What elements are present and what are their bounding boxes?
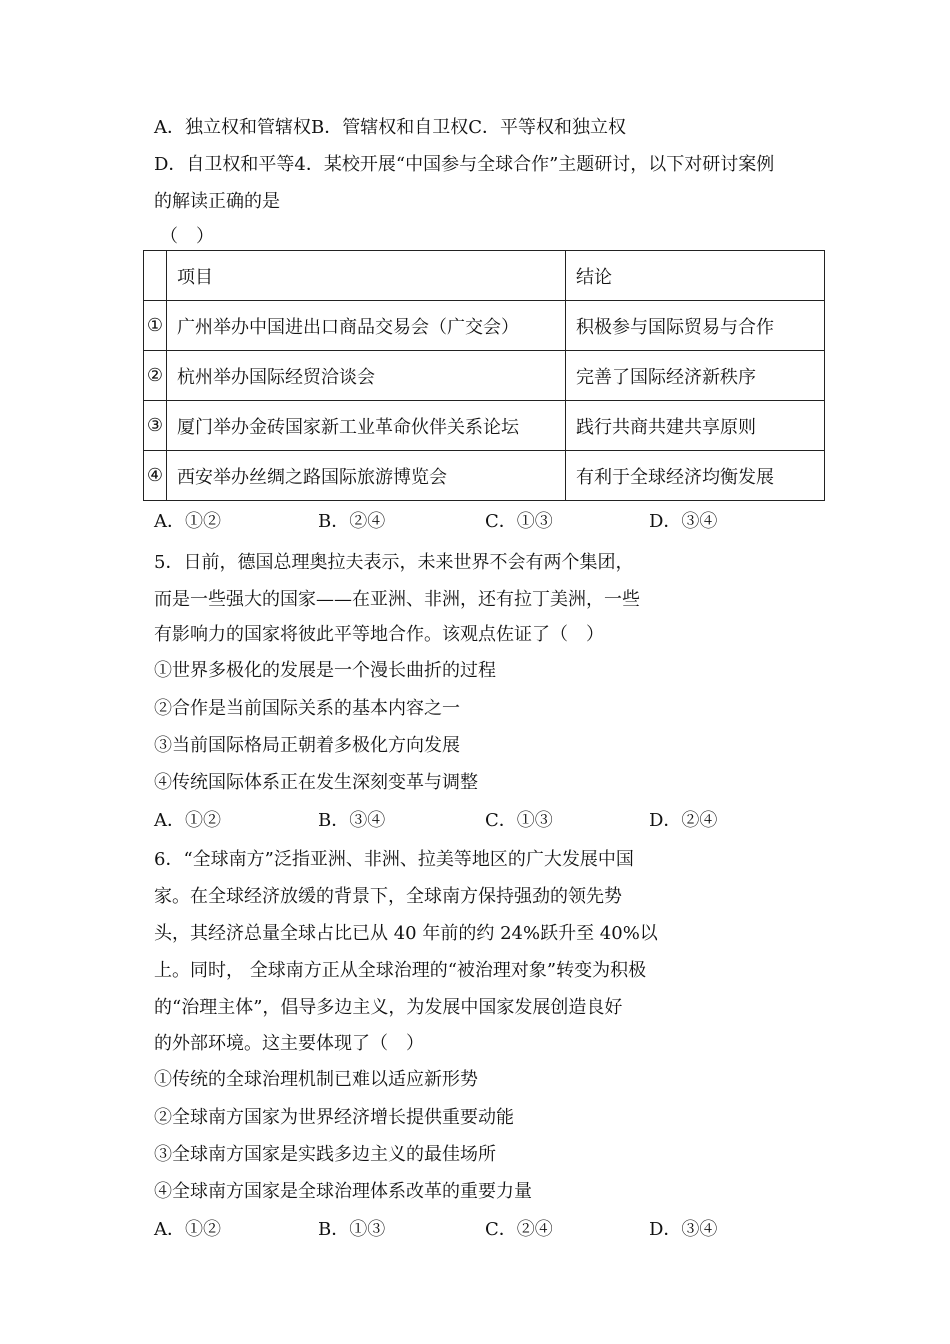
- q5-option-c[interactable]: C．①③: [485, 810, 553, 831]
- row-item: 西安举办丝绸之路国际旅游博览会: [167, 451, 566, 501]
- row-index: ②: [144, 351, 167, 401]
- header-cell-conclusion: 结论: [566, 251, 825, 301]
- q3-options-line: A．独立权和管辖权B．管辖权和自卫权C．平等权和独立权: [154, 117, 626, 138]
- q4-stem-line-2: 的解读正确的是: [154, 191, 280, 212]
- q6-stem-line-3: 头，其经济总量全球占比已从 40 年前的约 24%跃升至 40%以: [154, 923, 658, 944]
- row-item: 广州举办中国进出口商品交易会（广交会）: [167, 301, 566, 351]
- q4-options: [154, 509, 794, 535]
- row-conclusion: 完善了国际经济新秩序: [566, 351, 825, 401]
- q6-stem-line-6: 的外部环境。这主要体现了（ ）: [154, 1033, 424, 1054]
- row-conclusion: 积极参与国际贸易与合作: [566, 301, 825, 351]
- q4-answer-blank: （ ）: [160, 226, 214, 247]
- q5-statement-1: ①世界多极化的发展是一个漫长曲折的过程: [154, 660, 496, 681]
- table-header-row: [144, 251, 825, 301]
- q6-stem-line-2: 家。在全球经济放缓的背景下，全球南方保持强劲的领先势: [154, 886, 622, 907]
- q5-statement-2: ②合作是当前国际关系的基本内容之一: [154, 698, 460, 719]
- q5-option-d[interactable]: D．②④: [649, 810, 718, 831]
- q6-options: [154, 1217, 794, 1243]
- q4-case-table: [143, 250, 825, 501]
- q6-option-c[interactable]: C．②④: [485, 1219, 553, 1240]
- q6-option-b[interactable]: B．①③: [318, 1219, 386, 1240]
- q4-stem-line-1: D．自卫权和平等4．某校开展“中国参与全球合作”主题研讨，以下对研讨案例: [154, 154, 775, 175]
- table-row: [144, 301, 825, 351]
- row-index: ④: [144, 451, 167, 501]
- row-conclusion: 践行共商共建共享原则: [566, 401, 825, 451]
- row-conclusion: 有利于全球经济均衡发展: [566, 451, 825, 501]
- table-row: [144, 451, 825, 501]
- table-row: [144, 401, 825, 451]
- q6-option-d[interactable]: D．③④: [649, 1219, 718, 1240]
- row-item: 厦门举办金砖国家新工业革命伙伴关系论坛: [167, 401, 566, 451]
- row-index: ①: [144, 301, 167, 351]
- q6-statement-4: ④全球南方国家是全球治理体系改革的重要力量: [154, 1181, 532, 1202]
- q6-statement-2: ②全球南方国家为世界经济增长提供重要动能: [154, 1107, 514, 1128]
- row-index: ③: [144, 401, 167, 451]
- q6-statement-3: ③全球南方国家是实践多边主义的最佳场所: [154, 1144, 496, 1165]
- q4-option-b[interactable]: B．②④: [318, 511, 386, 532]
- row-item: 杭州举办国际经贸洽谈会: [167, 351, 566, 401]
- header-cell-item: 项目: [167, 251, 566, 301]
- table-row: [144, 351, 825, 401]
- q5-statement-3: ③当前国际格局正朝着多极化方向发展: [154, 735, 460, 756]
- q6-stem-line-4: 上。同时， 全球南方正从全球治理的“被治理对象”转变为积极: [154, 960, 647, 981]
- header-cell-index: [144, 251, 167, 301]
- q5-options: [154, 808, 794, 834]
- q4-option-c[interactable]: C．①③: [485, 511, 553, 532]
- q4-option-a[interactable]: A．①②: [154, 511, 221, 532]
- q5-option-b[interactable]: B．③④: [318, 810, 386, 831]
- q5-stem-line-1: 5．日前，德国总理奥拉夫表示，未来世界不会有两个集团，: [154, 552, 634, 573]
- q5-option-a[interactable]: A．①②: [154, 810, 221, 831]
- q4-option-d[interactable]: D．③④: [649, 511, 718, 532]
- q6-statement-1: ①传统的全球治理机制已难以适应新形势: [154, 1069, 478, 1090]
- q6-stem-line-5: 的“治理主体”，倡导多边主义，为发展中国家发展创造良好: [154, 997, 623, 1018]
- q6-option-a[interactable]: A．①②: [154, 1219, 221, 1240]
- q5-stem-line-2: 而是一些强大的国家——在亚洲、非洲，还有拉丁美洲，一些: [154, 589, 640, 610]
- q6-stem-line-1: 6．“全球南方”泛指亚洲、非洲、拉美等地区的广大发展中国: [154, 849, 634, 870]
- q5-statement-4: ④传统国际体系正在发生深刻变革与调整: [154, 772, 478, 793]
- q5-stem-line-3: 有影响力的国家将彼此平等地合作。该观点佐证了（ ）: [154, 624, 604, 645]
